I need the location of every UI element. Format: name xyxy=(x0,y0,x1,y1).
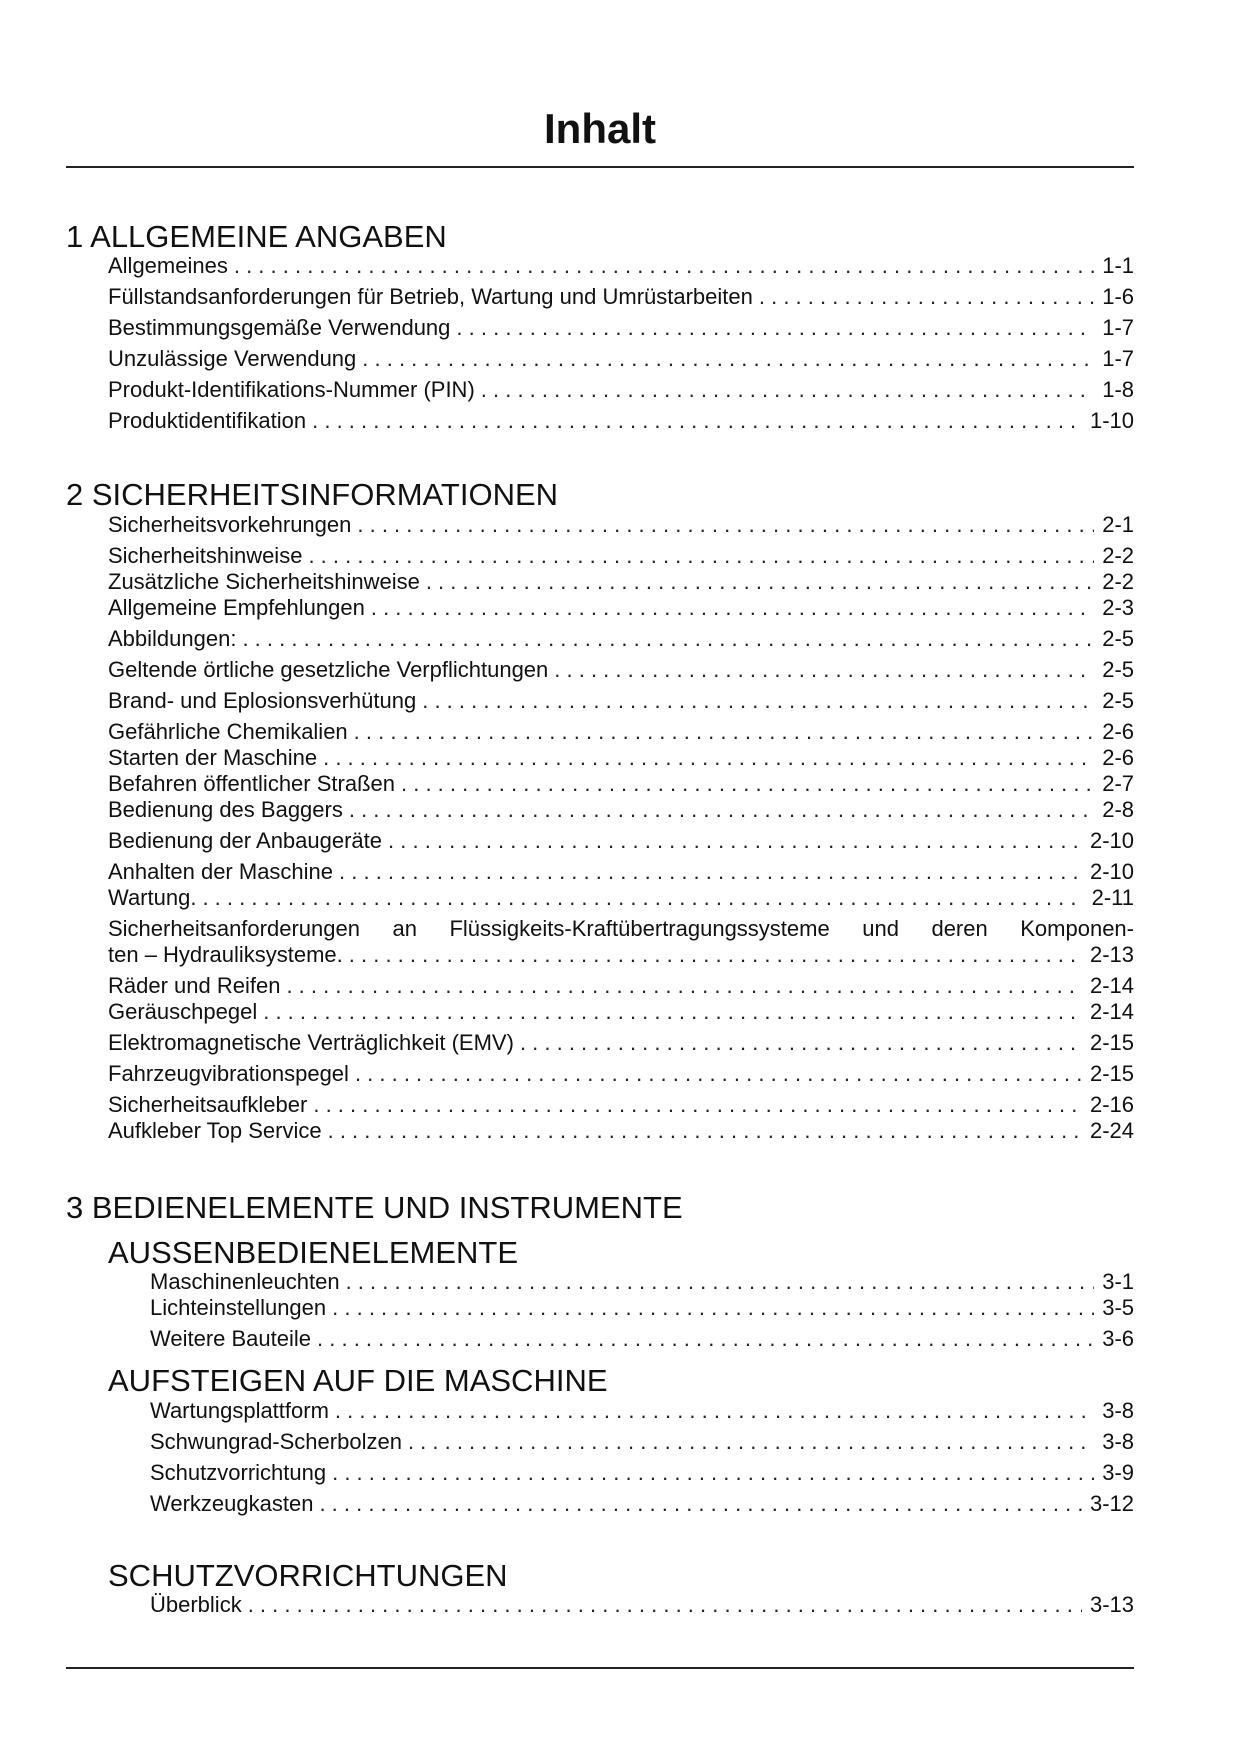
dot-leader xyxy=(481,377,1094,403)
dot-leader xyxy=(312,408,1082,434)
toc-entry-page: 3-13 xyxy=(1089,1592,1134,1617)
dot-leader xyxy=(328,1118,1082,1144)
toc-entry-label: Geltende örtliche gesetzliche Verpflichtungen xyxy=(108,657,549,682)
toc-entry-label: Überblick xyxy=(150,1592,242,1617)
toc-entry[interactable] xyxy=(108,253,1134,279)
toc-entry[interactable] xyxy=(108,1092,1134,1118)
dot-leader xyxy=(248,1592,1082,1618)
toc-entry[interactable] xyxy=(108,797,1134,823)
dot-leader xyxy=(371,595,1094,621)
toc-entry-page: 2-1 xyxy=(1102,512,1134,537)
dot-leader xyxy=(202,885,1083,911)
chapter-heading-1: 1 ALLGEMEINE ANGABEN xyxy=(66,219,447,254)
toc-entry-label: Brand- und Eplosionsverhütung xyxy=(108,688,417,713)
toc-entry-page: 2-24 xyxy=(1089,1118,1134,1143)
toc-entry-page: 1-6 xyxy=(1102,284,1134,309)
toc-entry[interactable] xyxy=(108,626,1134,652)
chapter-heading-3: 3 BEDIENELEMENTE UND INSTRUMENTE xyxy=(66,1190,683,1225)
toc-entry-label: Bestimmungsgemäße Verwendung xyxy=(108,315,451,340)
toc-entry-label: Sicherheitsvorkehrungen xyxy=(108,512,352,537)
toc-entry-label: Allgemeines xyxy=(108,253,228,278)
toc-entry-page: 2-15 xyxy=(1089,1061,1134,1086)
toc-entry-page: 2-15 xyxy=(1089,1030,1134,1055)
toc-entry-label: Füllstandsanforderungen für Betrieb, Wartung und Umrüstarbeiten xyxy=(108,284,753,309)
toc-entry-label: Maschinenleuchten xyxy=(150,1269,340,1294)
dot-leader xyxy=(339,859,1082,885)
toc-entry[interactable] xyxy=(150,1592,1134,1618)
toc-entry-label: Werkzeugkasten xyxy=(150,1491,314,1516)
toc-entry-page: 3-5 xyxy=(1102,1295,1134,1320)
dot-leader xyxy=(308,543,1094,569)
toc-entry-page: 2-11 xyxy=(1091,885,1134,910)
dot-leader xyxy=(388,828,1082,854)
toc-entry-page: 3-1 xyxy=(1102,1269,1134,1294)
toc-entry[interactable] xyxy=(108,688,1134,714)
dot-leader xyxy=(234,253,1094,279)
toc-entry[interactable] xyxy=(150,1491,1134,1517)
toc-entry[interactable] xyxy=(150,1326,1134,1352)
toc-entry-page: 2-3 xyxy=(1102,595,1134,620)
toc-entry[interactable] xyxy=(150,1429,1134,1455)
toc-entry-label: Produktidentifikation xyxy=(108,408,307,433)
toc-entry-label: Schutzvorrichtung xyxy=(150,1460,327,1485)
toc-entry-page: 2-5 xyxy=(1102,688,1134,713)
toc-entry-label: Starten der Maschine xyxy=(108,745,318,770)
toc-entry[interactable] xyxy=(108,719,1134,745)
toc-entry-page: 1-8 xyxy=(1102,377,1134,402)
toc-entry[interactable] xyxy=(108,657,1134,683)
toc-entry-page: 2-7 xyxy=(1102,771,1134,796)
toc-entry-label: Unzulässige Verwendung xyxy=(108,346,357,371)
toc-entry[interactable] xyxy=(108,543,1134,569)
toc-entry[interactable] xyxy=(108,408,1134,434)
dot-leader xyxy=(408,1429,1094,1455)
toc-entry-page: 2-5 xyxy=(1102,626,1134,651)
toc-entry-label: Wartungsplattform xyxy=(150,1398,329,1423)
dot-leader xyxy=(319,1491,1082,1517)
toc-entry-label: Lichteinstellungen xyxy=(150,1295,327,1320)
toc-entry-label: Zusätzliche Sicherheitshinweise xyxy=(108,569,420,594)
toc-entry[interactable] xyxy=(108,859,1134,885)
toc-entry-label: Bedienung des Baggers xyxy=(108,797,343,822)
toc-entry-page: 2-6 xyxy=(1102,745,1134,770)
toc-entry[interactable] xyxy=(108,315,1134,341)
toc-entry-label: Anhalten der Maschine xyxy=(108,859,334,884)
dot-leader xyxy=(349,942,1082,968)
toc-entry-page: 2-16 xyxy=(1089,1092,1134,1117)
toc-entry-page: 2-2 xyxy=(1102,569,1134,594)
toc-entry-page: 3-8 xyxy=(1102,1429,1134,1454)
toc-entry-label: Produkt-Identifikations-Nummer (PIN) xyxy=(108,377,475,402)
toc-entry[interactable] xyxy=(150,1398,1134,1424)
toc-entry-label: Aufkleber Top Service xyxy=(108,1118,322,1143)
chapter-heading-2: 2 SICHERHEITSINFORMATIONEN xyxy=(66,477,559,512)
dot-leader xyxy=(332,1460,1094,1486)
toc-entry-page: 2-10 xyxy=(1089,859,1134,884)
toc-entry-page: 2-6 xyxy=(1102,719,1134,744)
toc-entry[interactable] xyxy=(108,973,1134,999)
toc-entry[interactable] xyxy=(108,745,1134,771)
toc-entry[interactable] xyxy=(108,999,1134,1025)
toc-entry-page: 2-13 xyxy=(1089,942,1134,967)
dot-leader xyxy=(286,973,1082,999)
toc-entry[interactable] xyxy=(150,1269,1134,1295)
toc-entry[interactable] xyxy=(108,284,1134,310)
toc-entry[interactable] xyxy=(150,1460,1134,1486)
dot-leader xyxy=(759,284,1094,310)
toc-entry-label: Elektromagnetische Verträglichkeit (EMV) xyxy=(108,1030,514,1055)
toc-entry-page: 3-12 xyxy=(1089,1491,1134,1516)
toc-entry-label: Allgemeine Empfehlungen xyxy=(108,595,365,620)
toc-entry-label: Abbildungen: xyxy=(108,626,237,651)
dot-leader xyxy=(317,1326,1094,1352)
dot-leader xyxy=(456,315,1094,341)
dot-leader xyxy=(355,1061,1082,1087)
toc-entry-page: 1-7 xyxy=(1102,315,1134,340)
toc-entry-page: 3-6 xyxy=(1102,1326,1134,1351)
page-title: Inhalt xyxy=(544,105,656,152)
toc-entry[interactable] xyxy=(108,346,1134,372)
toc-entry[interactable] xyxy=(108,1118,1134,1144)
toc-entry-label: Fahrzeugvibrationspegel xyxy=(108,1061,349,1086)
dot-leader xyxy=(426,569,1094,595)
subsection-heading: SCHUTZVORRICHTUNGEN xyxy=(108,1558,508,1593)
toc-entry[interactable] xyxy=(108,569,1134,595)
dot-leader xyxy=(554,657,1094,683)
dot-leader xyxy=(323,745,1094,771)
toc-entry[interactable] xyxy=(108,595,1134,621)
toc-entry-page: 2-5 xyxy=(1102,657,1134,682)
toc-entry[interactable] xyxy=(108,942,1134,968)
toc-entry-label: Schwungrad-Scherbolzen xyxy=(150,1429,402,1454)
toc-entry-label-line1[interactable]: Sicherheitsanforderungen an Flüssigkeits-Kraftübertragungssysteme und deren Komponen- xyxy=(108,916,1134,941)
subsection-heading: AUFSTEIGEN AUF DIE MASCHINE xyxy=(108,1363,608,1398)
toc-entry-page: 2-8 xyxy=(1102,797,1134,822)
dot-leader xyxy=(242,626,1094,652)
toc-entry-page: 2-14 xyxy=(1089,999,1134,1024)
toc-entry-page: 1-10 xyxy=(1089,408,1134,433)
dot-leader xyxy=(401,771,1094,797)
toc-entry[interactable] xyxy=(150,1295,1134,1321)
toc-entry-page: 1-7 xyxy=(1102,346,1134,371)
toc-entry-label: Räder und Reifen xyxy=(108,973,281,998)
toc-entry[interactable] xyxy=(108,828,1134,854)
dot-leader xyxy=(263,999,1082,1025)
toc-entry-label: Sicherheitsaufkleber xyxy=(108,1092,308,1117)
toc-entry-page: 2-14 xyxy=(1089,973,1134,998)
toc-entry-label: Weitere Bauteile xyxy=(150,1326,312,1351)
dot-leader xyxy=(332,1295,1094,1321)
dot-leader xyxy=(313,1092,1082,1118)
toc-entry-label: ten – Hydrauliksysteme. xyxy=(108,942,343,967)
toc-entry-label: Gefährliche Chemikalien xyxy=(108,719,348,744)
bottom-divider xyxy=(66,1667,1134,1669)
toc-entry-page: 2-2 xyxy=(1102,543,1134,568)
toc-entry[interactable] xyxy=(108,512,1134,538)
toc-entry-label: Geräuschpegel xyxy=(108,999,258,1024)
dot-leader xyxy=(349,797,1094,823)
dot-leader xyxy=(335,1398,1094,1424)
toc-entry-page: 3-9 xyxy=(1102,1460,1134,1485)
dot-leader xyxy=(422,688,1094,714)
toc-entry-label: Bedienung der Anbaugeräte xyxy=(108,828,383,853)
toc-entry-label: Sicherheitshinweise xyxy=(108,543,303,568)
toc-entry-label: Befahren öffentlicher Straßen xyxy=(108,771,395,796)
dot-leader xyxy=(362,346,1094,372)
toc-entry[interactable] xyxy=(108,771,1134,797)
toc-entry[interactable] xyxy=(108,885,1134,911)
dot-leader xyxy=(354,719,1095,745)
toc-entry-page: 3-8 xyxy=(1102,1398,1134,1423)
toc-entry-page: 2-10 xyxy=(1089,828,1134,853)
toc-entry-label: Wartung. xyxy=(108,885,197,910)
dot-leader xyxy=(357,512,1094,538)
subsection-heading: AUSSENBEDIENELEMENTE xyxy=(108,1235,518,1270)
dot-leader xyxy=(520,1030,1082,1056)
toc-entry[interactable] xyxy=(108,1061,1134,1087)
toc-entry[interactable] xyxy=(108,377,1134,403)
toc-entry-page: 1-1 xyxy=(1102,253,1134,278)
toc-entry[interactable] xyxy=(108,1030,1134,1056)
dot-leader xyxy=(346,1269,1095,1295)
